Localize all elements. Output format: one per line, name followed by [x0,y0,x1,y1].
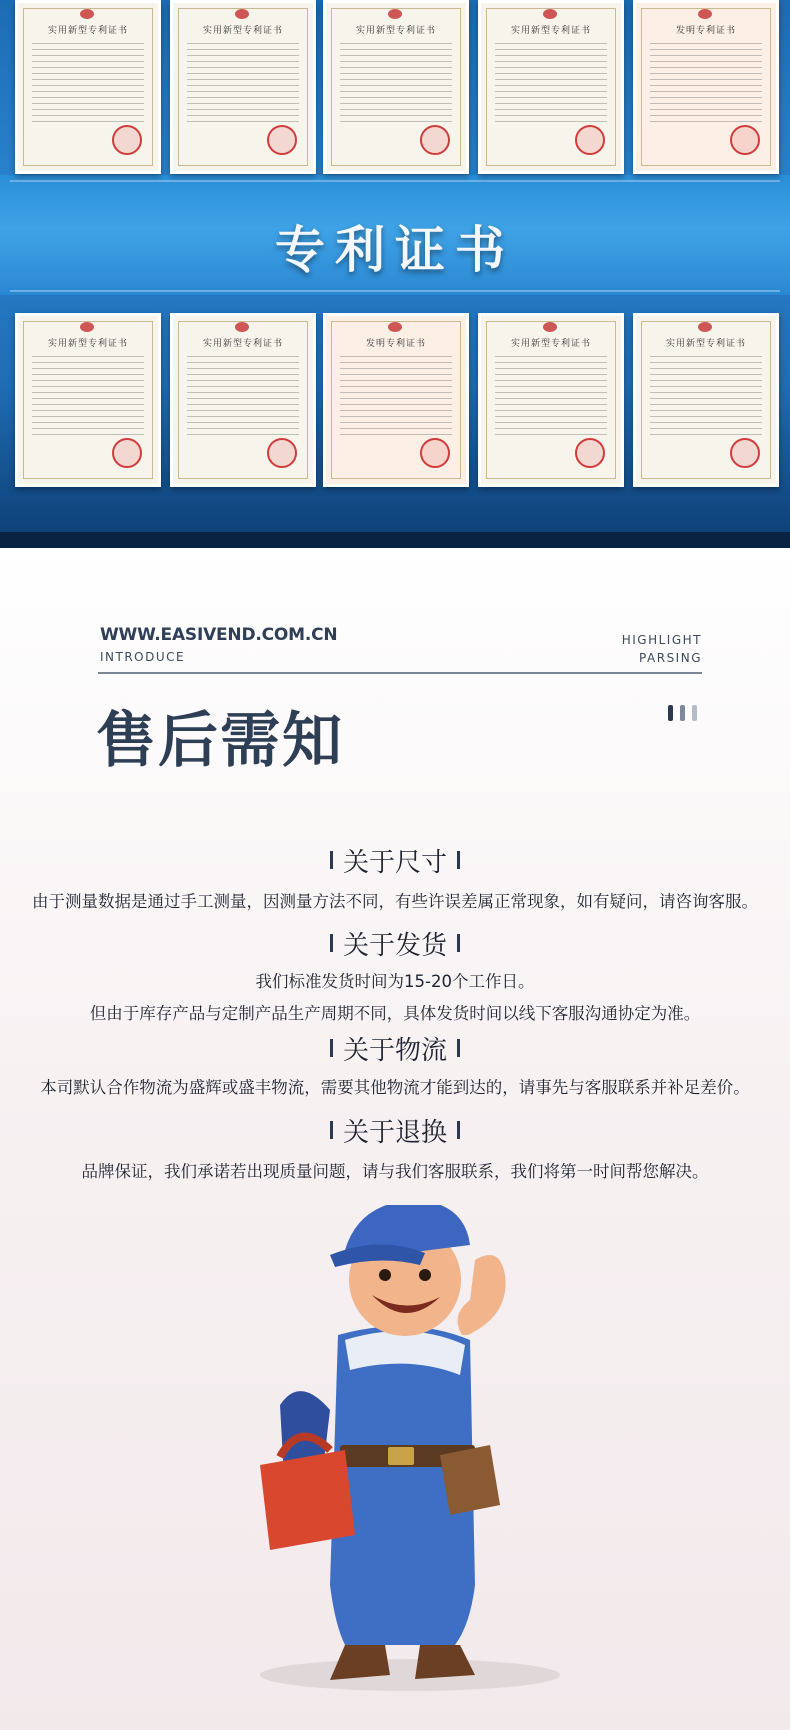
certificate-body-text [340,43,452,123]
highlight-label-line1: HIGHLIGHT [621,633,702,647]
section-shipping-text-2: 但由于库存产品与定制产品生产周期不同，具体发货时间以线下客服沟通协定为准。 [89,1004,701,1023]
certificate-body-text [32,356,144,436]
certificate-title: 实用新型专利证书 [202,339,283,349]
patent-section-title: 专利证书 [275,221,515,279]
bars-icon [668,705,702,721]
patent-certificates-panel [0,0,790,548]
official-seal-icon [267,125,297,155]
patent-certificate [323,313,469,487]
section-logistics-title: 关于物流 [0,1030,790,1067]
band-top-rule [10,180,780,182]
certificate-body-text [495,356,607,436]
certificate-title: 实用新型专利证书 [47,339,128,349]
official-seal-icon [112,125,142,155]
toolbox [260,1450,355,1550]
certificate-body-text [187,356,299,436]
section-size-text: 由于测量数据是通过手工测量，因测量方法不同，有些许误差属正常现象，如有疑问，请咨询客服。 [32,892,758,911]
official-seal-icon [267,438,297,468]
patent-emblem-icon [80,9,94,19]
certificate-title: 实用新型专利证书 [47,26,128,36]
left-eye [379,1269,391,1281]
patent-emblem-icon [388,9,402,19]
patent-emblem-icon [80,322,94,332]
patent-certificate [15,0,161,174]
certificate-body-text [340,356,452,436]
patent-emblem-icon [698,9,712,19]
patent-emblem-icon [235,322,249,332]
section-returns-text: 品牌保证，我们承诺若出现质量问题，请与我们客服联系，我们将第一时间帮您解决。 [81,1162,709,1181]
introduce-label: INTRODUCE [100,650,186,664]
highlight-label [622,631,702,667]
patent-certificate [478,0,624,174]
certificate-body-text [650,43,762,123]
header-divider [98,672,702,674]
official-seal-icon [420,438,450,468]
official-seal-icon [730,438,760,468]
right-eye [419,1269,431,1281]
official-seal-icon [575,125,605,155]
patent-emblem-icon [235,9,249,19]
certificate-title: 实用新型专利证书 [510,26,591,36]
certificate-title: 发明专利证书 [365,339,426,349]
patent-emblem-icon [543,9,557,19]
patent-certificate [633,0,779,174]
belt-buckle [388,1447,414,1465]
right-boot [415,1645,475,1679]
patent-certificate [633,313,779,487]
patent-certificate [15,313,161,487]
patent-emblem-icon [388,322,402,332]
official-seal-icon [730,125,760,155]
certificate-title: 实用新型专利证书 [202,26,283,36]
patent-emblem-icon [698,322,712,332]
website-url: WWW.EASIVEND.COM.CN [100,625,338,645]
certificate-body-text [187,43,299,123]
patent-certificate [478,313,624,487]
certificate-body-text [650,356,762,436]
thumbs-up-hand [458,1255,506,1335]
highlight-label-line2: PARSING [639,651,702,665]
certificate-title: 发明专利证书 [675,26,736,36]
certificate-title: 实用新型专利证书 [355,26,436,36]
section-shipping-title: 关于发货 [0,925,790,962]
certificate-title: 实用新型专利证书 [665,339,746,349]
patent-certificate [170,0,316,174]
section-logistics-text: 本司默认合作物流为盛辉或盛丰物流，需要其他物流才能到达的，请事先与客服联系并补足差价。 [40,1078,750,1097]
worker-mascot-illustration [0,1205,790,1705]
official-seal-icon [112,438,142,468]
section-shipping-text-1: 我们标准发货时间为15-20个工作日。 [255,972,535,991]
official-seal-icon [420,125,450,155]
left-boot [330,1645,390,1680]
patent-emblem-icon [543,322,557,332]
mascot-shadow [260,1659,560,1691]
certificate-body-text [32,43,144,123]
section-size-title: 关于尺寸 [0,842,790,879]
page-title: 售后需知 [96,706,344,776]
certificate-title: 实用新型专利证书 [510,339,591,349]
patent-certificate [170,313,316,487]
tool-pouch [440,1445,500,1515]
official-seal-icon [575,438,605,468]
section-returns-title: 关于退换 [0,1112,790,1149]
certificate-body-text [495,43,607,123]
band-bottom-rule [10,290,780,292]
patent-certificate [323,0,469,174]
